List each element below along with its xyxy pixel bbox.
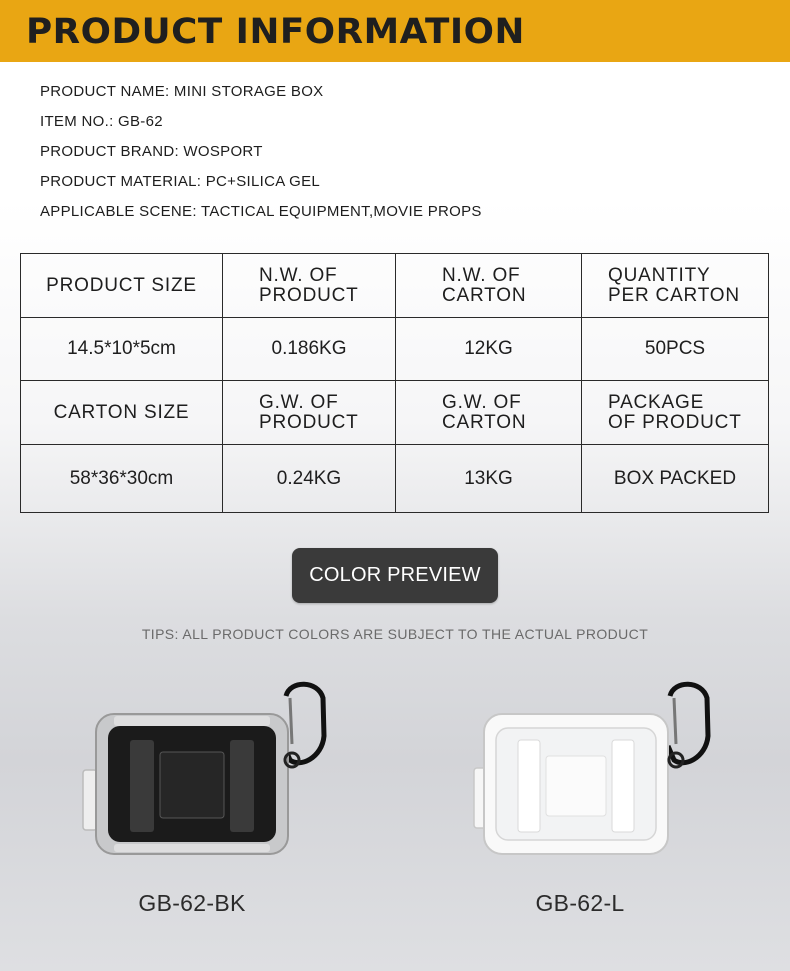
info-material: PRODUCT MATERIAL: PC+SILICA GEL: [40, 173, 321, 190]
header-band: [0, 0, 790, 62]
header-gw-product: [223, 381, 396, 445]
product-image-clear: [462, 676, 722, 876]
product-label-black: GB-62-BK: [138, 890, 246, 916]
value-package: BOX PACKED: [582, 445, 769, 513]
value-quantity: 50PCS: [582, 318, 769, 381]
storage-box-black-icon: [78, 676, 338, 876]
header-carton-size: [21, 381, 223, 445]
storage-box-clear-icon: [462, 676, 722, 876]
header-text: OF PRODUCT: [608, 411, 742, 433]
header-text: CARTON: [442, 411, 527, 433]
value-gw-product: 0.24KG: [223, 445, 396, 513]
color-preview-button[interactable]: COLOR PREVIEW: [292, 548, 498, 603]
header-text: G.W. OF: [442, 391, 522, 413]
info-item-no: ITEM NO.: GB-62: [40, 113, 163, 130]
value-nw-product: 0.186KG: [223, 318, 396, 381]
info-scene: APPLICABLE SCENE: TACTICAL EQUIPMENT,MOVIE PROPS: [40, 203, 482, 220]
product-label-clear: GB-62-L: [535, 890, 625, 916]
value-gw-carton: 13KG: [396, 445, 582, 513]
header-nw-carton: [396, 254, 582, 318]
header-text: QUANTITY: [608, 264, 711, 286]
header-text: CARTON SIZE: [53, 401, 190, 423]
header-text: N.W. OF: [259, 264, 338, 286]
value-carton-size: 58*36*30cm: [21, 445, 223, 513]
table-row: [21, 445, 769, 513]
header-text: PACKAGE: [608, 391, 705, 413]
header-product-size: [21, 254, 223, 318]
header-text: G.W. OF: [259, 391, 339, 413]
spec-table: [20, 253, 769, 513]
header-text: N.W. OF: [442, 264, 521, 286]
table-row: [21, 318, 769, 381]
header-text: PRODUCT: [259, 284, 359, 306]
value-nw-carton: 12KG: [396, 318, 582, 381]
value-product-size: 14.5*10*5cm: [21, 318, 223, 381]
page-title: PRODUCT INFORMATION: [26, 12, 525, 52]
table-row: [21, 381, 769, 445]
header-text: CARTON: [442, 284, 527, 306]
header-nw-product: [223, 254, 396, 318]
info-product-name: PRODUCT NAME: MINI STORAGE BOX: [40, 83, 324, 100]
product-info-list: [40, 82, 482, 232]
info-brand: PRODUCT BRAND: WOSPORT: [40, 143, 263, 160]
product-image-black: [78, 676, 338, 876]
color-tips: TIPS: ALL PRODUCT COLORS ARE SUBJECT TO THE ACTUAL PRODUCT: [141, 626, 649, 642]
table-row: [21, 254, 769, 318]
header-text: PER CARTON: [608, 284, 740, 306]
header-gw-carton: [396, 381, 582, 445]
header-text: PRODUCT SIZE: [46, 274, 197, 296]
header-package: [582, 381, 769, 445]
header-text: PRODUCT: [259, 411, 359, 433]
header-quantity: [582, 254, 769, 318]
